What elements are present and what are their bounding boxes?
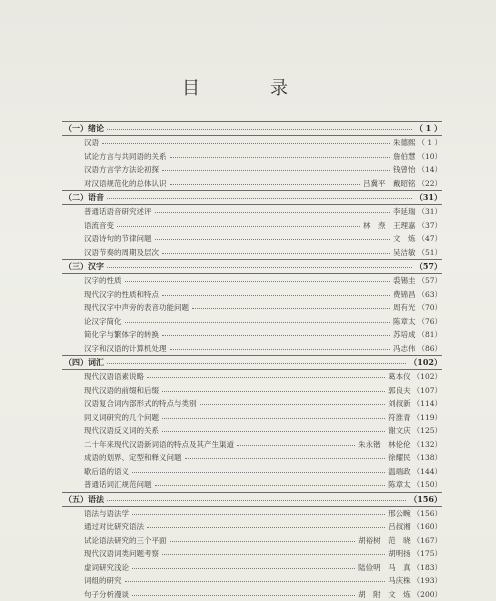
entry-author: 吴洁敏 [393,247,416,258]
entry-author: 文 炼 [393,233,416,244]
dot-leader [155,485,386,486]
entry-author: 陆俭明 马 真 [358,562,411,573]
entry-title: 试论方言与共同语的关系 [84,151,167,162]
entry-page: （125） [413,425,442,436]
entry-title: 句子分析漫谈 [84,589,129,600]
toc-entry[interactable] [62,315,442,329]
entry-author: 邢公畹 [388,508,411,519]
entry-author: 林 焘 王理嘉 [363,220,416,231]
entry-page: （160） [413,521,442,532]
dot-leader [107,129,412,130]
entry-page: （144） [413,466,442,477]
toc-entry[interactable] [62,534,442,548]
entry-author: 詹伯慧 [393,151,416,162]
toc-entry[interactable] [62,136,442,150]
dot-leader [162,295,390,296]
section-label: （二）语音 [62,192,104,203]
entry-page: （150） [413,479,442,490]
dot-leader [147,377,385,378]
entry-title: 现代汉语词类问题考察 [84,548,159,559]
section-page: （ 1 ） [415,123,442,134]
dot-leader [132,472,385,473]
dot-leader [125,281,390,282]
entry-page: （76） [417,316,442,327]
section-label: （三）汉字 [62,261,104,272]
dot-leader [107,500,406,501]
toc-entry[interactable] [62,520,442,534]
dot-leader [170,541,356,542]
toc-entry[interactable] [62,411,442,425]
toc-entry[interactable] [62,177,442,191]
toc-entry[interactable] [62,342,442,356]
entry-author: 符淮青 [388,412,411,423]
entry-title: 汉语节奏的周期及层次 [84,247,159,258]
entry-page: （51） [417,247,442,258]
entry-title: 现代汉语语素说略 [84,371,144,382]
entry-author: 李延瑞 [393,206,416,217]
entry-title: 论汉字简化 [84,316,122,327]
entry-title: 普通话词汇规范问题 [84,479,152,490]
entry-author: 陈章太 [393,316,416,327]
section-label: （一）绪论 [62,123,104,134]
entry-page: （63） [417,289,442,300]
entry-title: 语法与语法学 [84,508,129,519]
entry-page: （ 1 ） [417,137,442,148]
dot-leader [155,239,390,240]
dot-leader [170,349,390,350]
section-page: （31） [415,192,442,203]
entry-author: 钱曾怡 [393,164,416,175]
page-title: 目 录 [0,74,496,100]
dot-leader [132,595,355,596]
entry-page: （132） [413,439,442,450]
table-of-contents [62,121,442,601]
entry-title: 对汉语规范化的总体认识 [84,178,167,189]
section-heading [62,356,442,369]
entry-author: 刘叔新 [388,398,411,409]
toc-entry[interactable] [62,547,442,561]
dot-leader [107,198,412,199]
entry-author: 徐耀民 [388,452,411,463]
entry-page: （114） [413,398,442,409]
entry-author: 马庆株 [388,575,411,586]
entry-title: 词组的研究 [84,575,122,586]
toc-entry[interactable] [62,328,442,342]
dot-leader [107,267,412,268]
entry-title: 语流音变 [84,220,114,231]
entry-page: （86） [417,343,442,354]
dot-leader [162,335,390,336]
toc-entry[interactable] [62,478,442,492]
entry-author: 胡 附 文 炼 [358,589,411,600]
entry-author: 葛本仪 [388,371,411,382]
entry-title: 现代汉语反义词的关系 [84,425,159,436]
toc-entry[interactable] [62,288,442,302]
entry-page: （10） [417,151,442,162]
entry-title: 简化字与繁体字的转换 [84,329,159,340]
entry-title: 现代汉字的性质和特点 [84,289,159,300]
entry-page: （156） [413,508,442,519]
toc-entry[interactable] [62,561,442,575]
entry-title: 同义词研究的几个问题 [84,412,159,423]
toc-entry[interactable] [62,438,442,452]
entry-title: 现代汉字中声旁的表音功能问题 [84,302,189,313]
entry-page: （37） [417,220,442,231]
toc-entry[interactable] [62,384,442,398]
toc-entry[interactable] [62,163,442,177]
toc-entry[interactable] [62,507,442,521]
entry-author: 苏培成 [393,329,416,340]
toc-entry[interactable] [62,424,442,438]
entry-title: 通过对比研究语法 [84,521,144,532]
dot-leader [155,212,390,213]
toc-entry[interactable] [62,588,442,601]
entry-author: 裘锡圭 [393,275,416,286]
entry-author: 谢文庆 [388,425,411,436]
entry-page: （200） [413,589,442,600]
entry-page: （57） [417,275,442,286]
toc-entry[interactable] [62,219,442,233]
toc-entry[interactable] [62,301,442,315]
toc-entry[interactable] [62,451,442,465]
entry-page: （14） [417,164,442,175]
dot-leader [162,253,390,254]
entry-title: 汉字的性质 [84,275,122,286]
entry-title: 歇后语的语义 [84,466,129,477]
toc-entry[interactable] [62,370,442,384]
dot-leader [170,184,360,185]
entry-author: 冯志伟 [393,343,416,354]
section-page: （156） [409,494,442,505]
dot-leader [162,391,385,392]
entry-page: （183） [413,562,442,573]
toc-entry[interactable] [62,150,442,164]
dot-leader [147,527,385,528]
dot-leader [162,170,390,171]
toc-entry[interactable] [62,397,442,411]
entry-title: 汉语 [84,137,99,148]
toc-entry[interactable] [62,205,442,219]
entry-author: 吕叔湘 [388,521,411,532]
toc-entry[interactable] [62,232,442,246]
dot-leader [170,157,390,158]
entry-page: （31） [417,206,442,217]
entry-page: （193） [413,575,442,586]
dot-leader [192,308,390,309]
dot-leader [162,554,385,555]
entry-page: （175） [413,548,442,559]
entry-title: 二十年来现代汉语新词语的特点及其产生渠道 [84,439,234,450]
section-heading [62,493,442,506]
dot-leader [117,226,360,227]
dot-leader [200,404,386,405]
entry-page: （47） [417,233,442,244]
dot-leader [162,431,385,432]
entry-title: 普通话语音研究述评 [84,206,152,217]
dot-leader [102,143,390,144]
dot-leader [237,445,355,446]
toc-entry[interactable] [62,246,442,260]
dot-leader [125,581,386,582]
section-heading [62,191,442,204]
dot-leader [132,514,385,515]
entry-author: 胡明扬 [388,548,411,559]
entry-author: 吕冀平 戴昭铭 [363,178,416,189]
entry-author: 郭良夫 [388,385,411,396]
entry-page: （70） [417,302,442,313]
entry-author: 朱永锴 林伦伦 [358,439,411,450]
dot-leader [132,568,355,569]
entry-title: 虚词研究浅论 [84,562,129,573]
entry-author: 费锦昌 [393,289,416,300]
entry-page: （119） [413,412,442,423]
entry-page: （22） [417,178,442,189]
entry-author: 胡裕树 范 晓 [358,535,411,546]
section-page: （102） [409,357,442,368]
toc-entry[interactable] [62,274,442,288]
entry-author: 温端政 [388,466,411,477]
entry-title: 汉语诗句的节律问题 [84,233,152,244]
section-label: （四）词汇 [62,357,104,368]
entry-page: （102） [413,371,442,382]
section-heading [62,122,442,135]
section-page: （57） [415,261,442,272]
dot-leader [125,322,390,323]
toc-entry[interactable] [62,574,442,588]
entry-title: 汉字和汉语的计算机处理 [84,343,167,354]
entry-author: 陈章太 [388,479,411,490]
entry-page: （167） [413,535,442,546]
entry-title: 现代汉语的前缀和后缀 [84,385,159,396]
section-heading [62,260,442,273]
entry-author: 朱德熙 [393,137,416,148]
entry-title: 成语的划界、定型和释义问题 [84,452,182,463]
entry-page: （81） [417,329,442,340]
dot-leader [185,458,386,459]
dot-leader [162,418,385,419]
toc-entry[interactable] [62,465,442,479]
entry-title: 汉语方言学方法论初探 [84,164,159,175]
entry-title: 汉语复合词内部形式的特点与类别 [84,398,197,409]
entry-author: 周有光 [393,302,416,313]
dot-leader [107,363,406,364]
entry-title: 试论语法研究的三个平面 [84,535,167,546]
section-label: （五）语法 [62,494,104,505]
entry-page: （138） [413,452,442,463]
entry-page: （107） [413,385,442,396]
